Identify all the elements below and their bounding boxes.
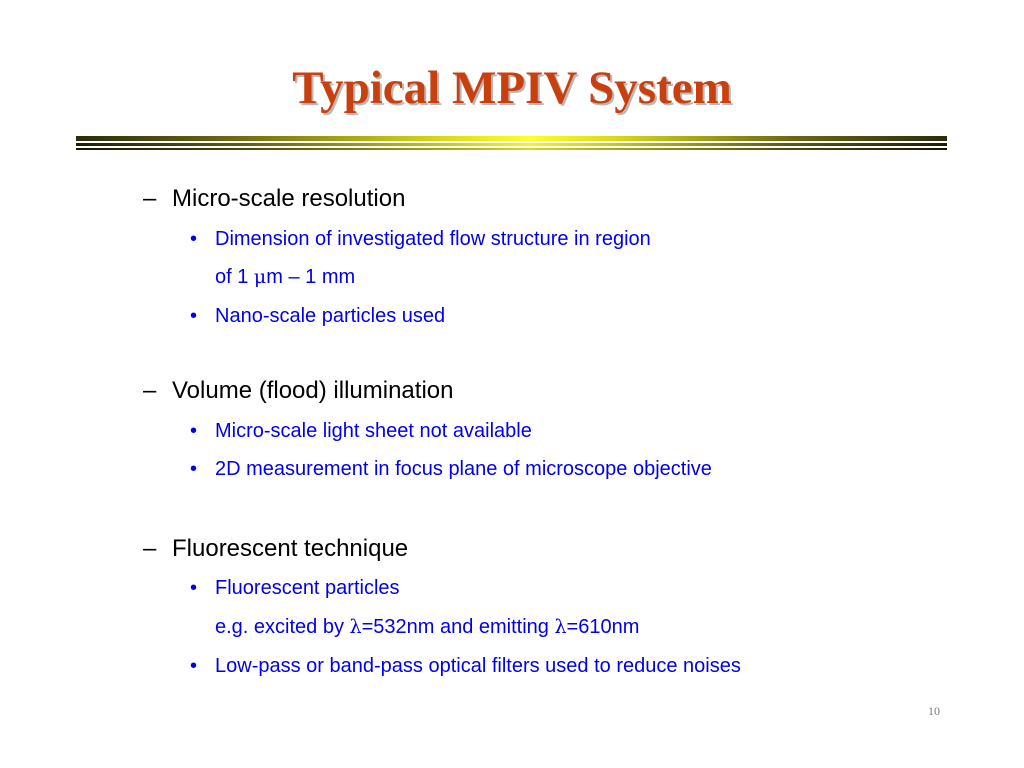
bullet-marker: • [190, 655, 198, 677]
title-divider-top [76, 136, 947, 141]
title-divider-middle [76, 143, 947, 146]
bullet-text: Dimension of investigated flow structure in region [215, 228, 651, 250]
bullet-text: Micro-scale light sheet not available [215, 420, 532, 442]
section-heading-text: Volume (flood) illumination [172, 377, 454, 404]
dash-marker: – [143, 377, 157, 404]
bullet-continuation [215, 264, 355, 290]
section-heading-text: Micro-scale resolution [172, 185, 406, 212]
continuation-text: =532nm and emitting [361, 616, 555, 638]
continuation-text: m – 1 mm [266, 266, 356, 288]
lambda-symbol: λ [349, 616, 362, 638]
bullet-marker: • [190, 305, 198, 327]
bullet-text: Low-pass or band-pass optical filters used to reduce noises [215, 655, 741, 677]
bullet-text: Nano-scale particles used [215, 305, 446, 327]
bullet-marker: • [190, 458, 198, 480]
dash-marker: – [143, 185, 157, 212]
bullet-continuation [215, 614, 639, 640]
bullet-marker: • [190, 577, 198, 599]
page-number: 10 [928, 704, 940, 718]
section-heading-text: Fluorescent technique [172, 535, 409, 562]
bullet-marker: • [190, 228, 198, 250]
bullet-marker: • [190, 420, 198, 442]
continuation-text: e.g. excited by [215, 616, 350, 638]
continuation-text: of 1 [215, 266, 254, 288]
continuation-text: =610nm [566, 616, 640, 638]
bullet-text: 2D measurement in focus plane of microscope objective [215, 458, 712, 480]
slide-title: Typical MPIV System [292, 62, 732, 114]
title-divider-bottom [76, 148, 947, 150]
mu-symbol: μ [253, 266, 267, 288]
dash-marker: – [143, 535, 157, 562]
bullet-text: Fluorescent particles [215, 577, 400, 599]
lambda-symbol: λ [554, 616, 567, 638]
